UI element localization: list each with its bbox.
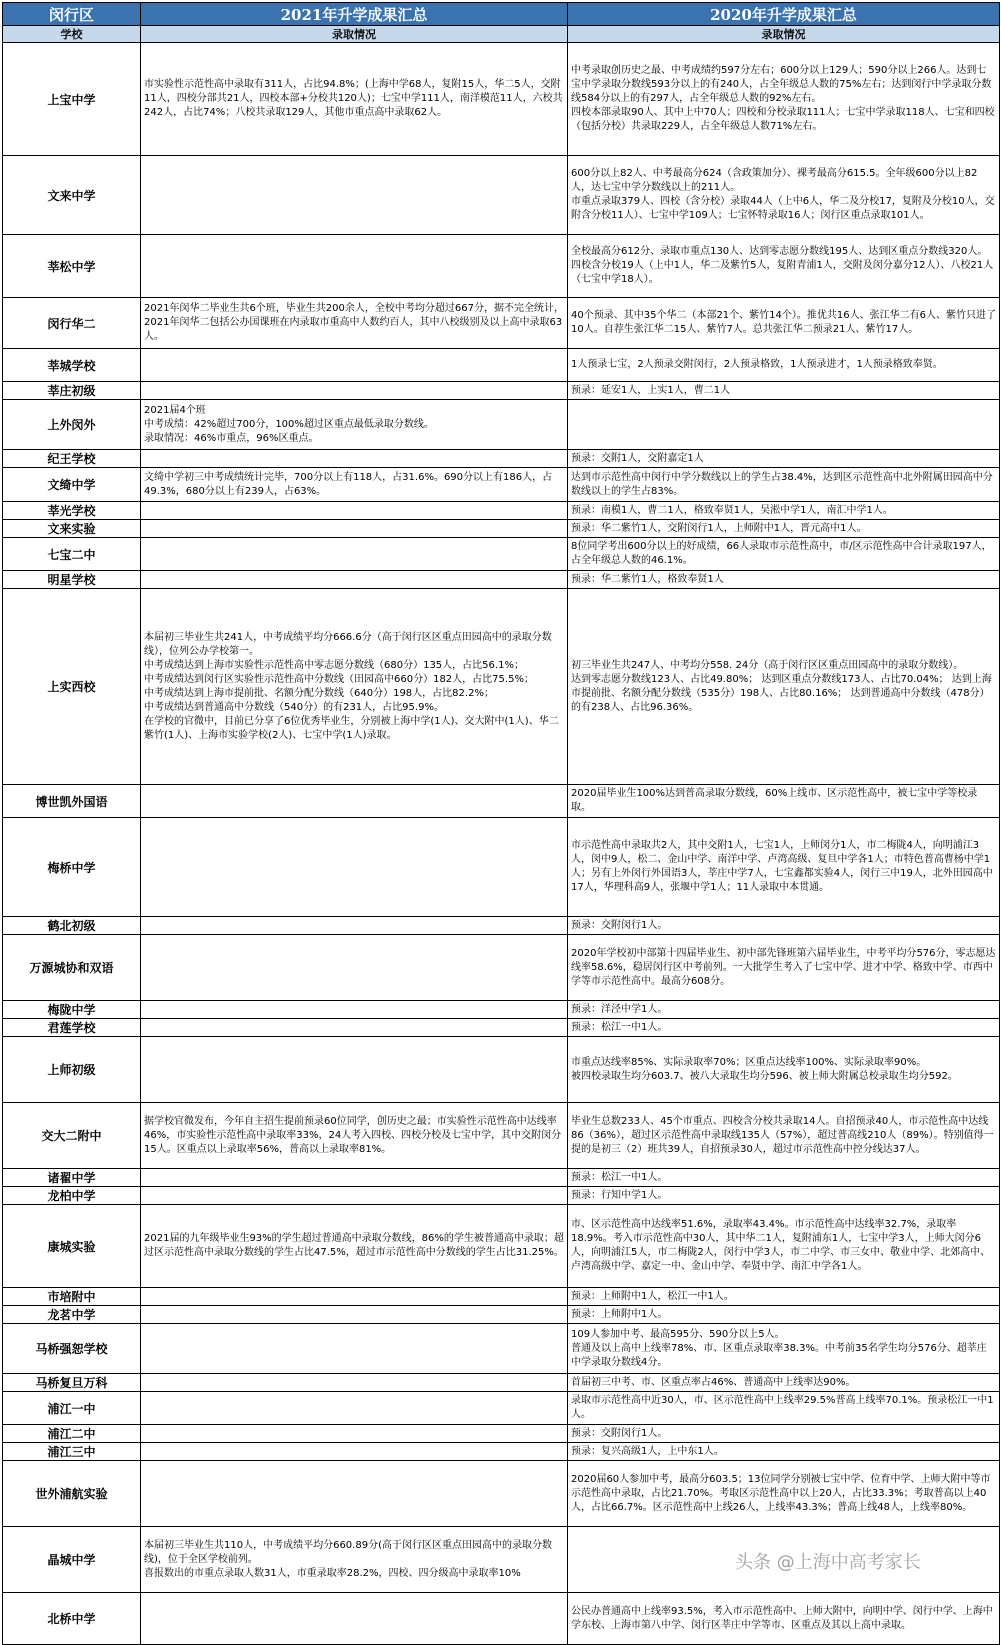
table-row (3, 235, 1000, 298)
result-2020: 预录：华二紫竹1人，格致奉贤1人 (568, 571, 1000, 589)
result-2021 (141, 1288, 568, 1306)
school-name: 马桥强恕学校 (3, 1324, 141, 1374)
school-name: 世外浦航实验 (3, 1461, 141, 1527)
subheader-row (3, 26, 1000, 43)
school-name: 浦江三中 (3, 1443, 141, 1461)
school-name: 鹤北初级 (3, 917, 141, 935)
table-row (3, 1392, 1000, 1425)
table-row (3, 1425, 1000, 1443)
result-2020: 预录：上师附中1人。 (568, 1306, 1000, 1324)
result-2020: 预录：南模1人，曹二1人，格致奉贤1人，吴淞中学1人，南汇中学1人。 (568, 502, 1000, 520)
school-name: 明星学校 (3, 571, 141, 589)
school-name: 文来实验 (3, 520, 141, 538)
result-2021 (141, 1374, 568, 1392)
result-2021: 2021届4个班 中考成绩：42%超过700分，100%超过区重点最低录取分数线。 录取情况：46%市重点，96%区重点。 (141, 400, 568, 450)
school-name: 文绮中学 (3, 468, 141, 502)
result-2021 (141, 235, 568, 298)
result-2020: 600分以上82人、中考最高分624（含政策加分）、裸考最高分615.5。全年级600分以上82人，达七宝中学分数线以上的211人。 市重点录取379人、四校（含分校）录取44人（上中6人，华二及分校17，复附及分校10人，交附含分校11人）、七宝中学109人；七宝怀特录取16人；闵行区重点录取101人。 (568, 156, 1000, 235)
school-name: 龙柏中学 (3, 1187, 141, 1205)
result-2021 (141, 1019, 568, 1037)
school-name: 浦江一中 (3, 1392, 141, 1425)
table-row (3, 382, 1000, 400)
result-2020: 预录：华二紫竹1人，交附闵行1人，上师附中1人，晋元高中1人。 (568, 520, 1000, 538)
result-2020: 2020届60人参加中考，最高分603.5；13位同学分别被七宝中学、位育中学、上师大附中等市示范性高中录取，占比21.70%。考取区示范性高中以上20人，占比33.3%；考取普高以上40人，占比66.7%。区示范性高中上线26人，上线率43.3%；普高上线48人，上线率80%。 (568, 1461, 1000, 1527)
table-row (3, 1288, 1000, 1306)
result-2020: 109人参加中考、最高595分、590分以上5人。 普通及以上高中上线率78%、市、区重点录取率38.3%。中考前35名学生均分576分、超莘庄中学录取分数线4分。 (568, 1324, 1000, 1374)
admission-table (2, 2, 1000, 1645)
result-2021 (141, 571, 568, 589)
school-name: 龙茗中学 (3, 1306, 141, 1324)
table-row (3, 538, 1000, 571)
result-2020: 预录：洋泾中学1人。 (568, 1001, 1000, 1019)
result-2021 (141, 1187, 568, 1205)
school-name: 上实西校 (3, 589, 141, 785)
result-2021: 文绮中学初三中考成绩统计完毕，700分以上有118人，占31.6%。690分以上有186人，占49.3%，680分以上有239人，占63%。 (141, 468, 568, 502)
result-2021 (141, 1001, 568, 1019)
result-2020: 预录：延安1人，上实1人，曹二1人 (568, 382, 1000, 400)
district-header: 闵行区 (3, 3, 141, 26)
table-row (3, 502, 1000, 520)
table-row (3, 400, 1000, 450)
result-2021 (141, 538, 568, 571)
table-row (3, 468, 1000, 502)
school-name: 康城实验 (3, 1205, 141, 1288)
result-2021: 据学校官微发布，今年自主招生提前预录60位同学，创历史之最；市实验性示范性高中达线率46%，市实验性示范性高中录取率33%，24人考入四校、四校分校及七宝中学，其中交附闵分15人。区重点以上录取率56%，普高以上录取率81%。 (141, 1103, 568, 1169)
result-2020: 预录：交附1人，交附嘉定1人 (568, 450, 1000, 468)
school-name: 莘庄初级 (3, 382, 141, 400)
result-2020: 预录：交附闵行1人。 (568, 917, 1000, 935)
table-row (3, 450, 1000, 468)
result-2020: 市、区示范性高中达线率51.6%，录取率43.4%。市示范性高中达线率32.7%，录取率18.9%。考入市示范性高中30人，其中华二1人，复附浦东1人，七宝中学3人，上师大闵分6人，向明浦江5人，市二梅陇2人，闵行中学3人，市二中学、市三女中、敬业中学、北郊高中、卢湾高级中学、嘉定一中、金山中学、奉贤中学、南汇中学各1人。 (568, 1205, 1000, 1288)
result-2020: 预录：松江一中1人。 (568, 1019, 1000, 1037)
school-name: 七宝二中 (3, 538, 141, 571)
school-name: 浦江二中 (3, 1425, 141, 1443)
school-name: 莘光学校 (3, 502, 141, 520)
school-name: 君莲学校 (3, 1019, 141, 1037)
result-2021 (141, 450, 568, 468)
result-2020: 2020年学校初中部第十四届毕业生、初中部先锋班第六届毕业生，中考平均分576分，零志愿达线率58.6%，稳居闵行区中考前列。一大批学生考入了七宝中学、进才中学、格致中学、市西中学等市示范性高中。最高分608分。 (568, 935, 1000, 1001)
table-row (3, 520, 1000, 538)
table-row (3, 43, 1000, 156)
table-row (3, 785, 1000, 818)
school-name: 上外闵外 (3, 400, 141, 450)
table-row (3, 1205, 1000, 1288)
table-row (3, 1306, 1000, 1324)
table-row (3, 1019, 1000, 1037)
table-row (3, 156, 1000, 235)
school-name: 上宝中学 (3, 43, 141, 156)
result-2020: 中考录取创历史之最、中考成绩约597分左右；600分以上129人；590分以上266人。达到七宝中学录取分数线593分以上的有240人，占全年级总人数的75%左右；达到闵行中学录取分数线584分以上的有297人，占全年级总人数的92%左右。 四校本部录取90人、其中上中70人；四校和分校录取111人；七宝中学录取118人、七宝和四校（包括分校）共录取229人，占全年级总人数71%左右。 (568, 43, 1000, 156)
result-2021 (141, 818, 568, 917)
table-row (3, 349, 1000, 382)
table-row (3, 917, 1000, 935)
table-row (3, 1461, 1000, 1527)
school-name: 文来中学 (3, 156, 141, 235)
table-row (3, 1187, 1000, 1205)
table-row (3, 1169, 1000, 1187)
table-row (3, 1443, 1000, 1461)
result-2021 (141, 502, 568, 520)
school-name: 博世凯外国语 (3, 785, 141, 818)
result-2021 (141, 1461, 568, 1527)
school-name: 晶城中学 (3, 1527, 141, 1593)
result-2021 (141, 1443, 568, 1461)
table-row (3, 1037, 1000, 1103)
school-name: 莘城学校 (3, 349, 141, 382)
result-2020 (568, 400, 1000, 450)
school-name: 闵行华二 (3, 298, 141, 349)
result-2020: 40个预录、其中35个华二（本部21个、紫竹14个）。推优共16人、张江华二有6人、紫竹只进了 10人。自荐生张江华二15人、紫竹7人。总共张江华二预录21人、紫竹17人。 (568, 298, 1000, 349)
result-2021 (141, 1306, 568, 1324)
result-2020: 全校最高分612分、录取市重点130人、达到零志愿分数线195人、达到区重点分数线320人。 四校含分校19人（上中1人，华二及紫竹5人，复附青浦1人，交附及闵分嘉分12人）、八校21人（七宝中学18人）。 (568, 235, 1000, 298)
result-2021 (141, 520, 568, 538)
result-2021 (141, 156, 568, 235)
school-name: 梅陇中学 (3, 1001, 141, 1019)
table-row (3, 1324, 1000, 1374)
school-name: 莘松中学 (3, 235, 141, 298)
school-name: 纪王学校 (3, 450, 141, 468)
result-2020: 公民办普通高中上线率93.5%，考入市示范性高中、上师大附中，向明中学、闵行中学、上海中学东校、上海市第八中学、闵行区莘庄中学等市、区重点及其以上高中录取。 (568, 1593, 1000, 1645)
table-row (3, 1001, 1000, 1019)
result-2021 (141, 349, 568, 382)
table-row (3, 298, 1000, 349)
result-2021 (141, 1169, 568, 1187)
result-2021: 2021年闵华二毕业生共6个班，毕业生共200余人，全校中考均分超过667分，据不完全统计，2021年闵华二包括公办国课班在内录取市重高中人数约百人，其中八校级别及以上高中录取63人。 (141, 298, 568, 349)
result-2020: 预录：上师附中1人，松江一中1人。 (568, 1288, 1000, 1306)
result-2020: 1人预录七宝，2人预录交附闵行，2人预录格致，1人预录进才，1人预录格致奉贤。 (568, 349, 1000, 382)
result-2020: 2020届毕业生100%达到普高录取分数线，60%上线市、区示范性高中，被七宝中学等校录取。 (568, 785, 1000, 818)
school-name: 北桥中学 (3, 1593, 141, 1645)
school-name: 马桥复旦万科 (3, 1374, 141, 1392)
result-2021 (141, 1593, 568, 1645)
school-name: 交大二附中 (3, 1103, 141, 1169)
result-2020: 毕业生总数233人、45个市重点、四校含分校共录取14人。自招预录40人，市示范性高中达线86（36%），超过区示范性高中录取线135人（57%），超过普高线210人（89%）。特别值得一提的是初三（2）班共39人，自招预录30人，超过市示范性高中控分线达37人。 (568, 1103, 1000, 1169)
result-2020: 预录：松江一中1人。 (568, 1169, 1000, 1187)
table-row (3, 571, 1000, 589)
school-name: 诸翟中学 (3, 1169, 141, 1187)
result-2020: 市重点达线率85%、实际录取率70%；区重点达线率100%、实际录取率90%。 被四校录取生均分603.7、被八大录取生均分596、被上师大附属总校录取生均分592。 (568, 1037, 1000, 1103)
title-row (3, 3, 1000, 26)
result-2021 (141, 935, 568, 1001)
result-2021: 市实验性示范性高中录取有311人，占比94.8%；(上海中学68人，复附15人，华二5人，交附11人，四校分部共21人，四校本部+分校共120人)；七宝中学111人，南洋模范11人，六校共242人，占比74%；八校共录取129人，其他市重点高中录取62人。 (141, 43, 568, 156)
result-2021 (141, 1324, 568, 1374)
table-row (3, 1103, 1000, 1169)
result-2021 (141, 1425, 568, 1443)
result-2021 (141, 382, 568, 400)
result-2020-header: 录取情况 (568, 26, 1000, 43)
result-2020: 初三毕业生共247人、中考均分558. 24分（高于闵行区区重点田园高中的录取分数线）。 达到零志愿分数线123人、占比49.80%； 达到区重点分数线173人、占比70.04%； 达到上海市提前批、名额分配分数线（535分）198人、占比80.16%； 达到普通高中分数线（478分）的有238人、占比96.36%。 (568, 589, 1000, 785)
result-2020: 8位同学考出600分以上的好成绩，66人录取市示范性高中，市/区示范性高中合计录取197人，占全年级总人数的46.1%。 (568, 538, 1000, 571)
result-2020: 预录：行知中学1人。 (568, 1187, 1000, 1205)
school-name: 梅桥中学 (3, 818, 141, 917)
table-row (3, 1374, 1000, 1392)
table-row (3, 589, 1000, 785)
result-2021: 本届初三毕业生共241人，中考成绩平均分666.6分（高于闵行区区重点田园高中的录取分数线），位列公办学校第一。 中考成绩达到上海市实验性示范性高中零志愿分数线（680分）135人，占比56.1%； 中考成绩达到闵行区实验性示范性高中分数线（田园高中660分）182人，占比75.5%； 中考成绩达到上海市提前批、名额分配分数线（640分）198人，占比82.2%； 中考成绩达到普通高中分数线（540分）的有231人，占比95.9%。 在学校的官微中，目前已分享了6位优秀毕业生，分别被上海中学(1人)、交大附中(1人)、华二紫竹(1人)、上海市实验学校(2人)、七宝中学(1人)录取。 (141, 589, 568, 785)
school-name: 市培附中 (3, 1288, 141, 1306)
result-2021: 2021届的九年级毕业生93%的学生超过普通高中录取分数线，86%的学生被普通高中录取；超过区示范性高中录取分数线的学生占比47.5%，超过市示范性高中分数线的学生占比31.25%。 (141, 1205, 568, 1288)
result-2020: 预录：复兴高级1人，上中东1人。 (568, 1443, 1000, 1461)
result-2021 (141, 917, 568, 935)
result-2020: 市示范性高中录取共2人，其中交附1人，七宝1人，上师闵分1人，市二梅陇4人，向明浦江3人，闵中9人，松二、金山中学、南洋中学、卢湾高级、复旦中学各1人；市特色普高曹杨中学1人；另有上外闵行外国语3人，莘庄中学7人，七宝鑫都实验4人，闵行三中19人，北外田园高中17人，华理科高9人，张堰中学1人；11人录取中本贯通。 (568, 818, 1000, 917)
result-2021 (141, 1037, 568, 1103)
school-name: 上师初级 (3, 1037, 141, 1103)
result-2021-header: 录取情况 (141, 26, 568, 43)
school-name: 万源城协和双语 (3, 935, 141, 1001)
table-row (3, 1593, 1000, 1645)
result-2021 (141, 1392, 568, 1425)
result-2020: 预录：交附闵行1人。 (568, 1425, 1000, 1443)
table-row (3, 818, 1000, 917)
result-2020: 录取市示范性高中近30人，市、区示范性高中上线率29.5%普高上线率70.1%。预录松江一中1人。 (568, 1392, 1000, 1425)
result-2021: 本届初三毕业生共110人，中考成绩平均分660.89分(高于闵行区区重点田园高中的录取分数线)，位于全区学校前列。 喜报数出的市重点录取人数31人，市重录取率28.2%，四校、四分级高中录取率10% (141, 1527, 568, 1593)
result-2020: 达到市示范性高中闵行中学分数线以上的学生占38.4%，达到区示范性高中北外附属田园高中分数线以上的学生占83%。 (568, 468, 1000, 502)
school-column-header: 学校 (3, 26, 141, 43)
table-row (3, 935, 1000, 1001)
result-2021 (141, 785, 568, 818)
header-2020: 2020年升学成果汇总 (568, 3, 1000, 26)
table-body (3, 43, 1000, 1645)
watermark: 头条 @上海中高考家长 (735, 1552, 921, 1573)
result-2020: 首届初三中考、市、区重点率占46%、普通高中上线率达90%。 (568, 1374, 1000, 1392)
header-2021: 2021年升学成果汇总 (141, 3, 568, 26)
